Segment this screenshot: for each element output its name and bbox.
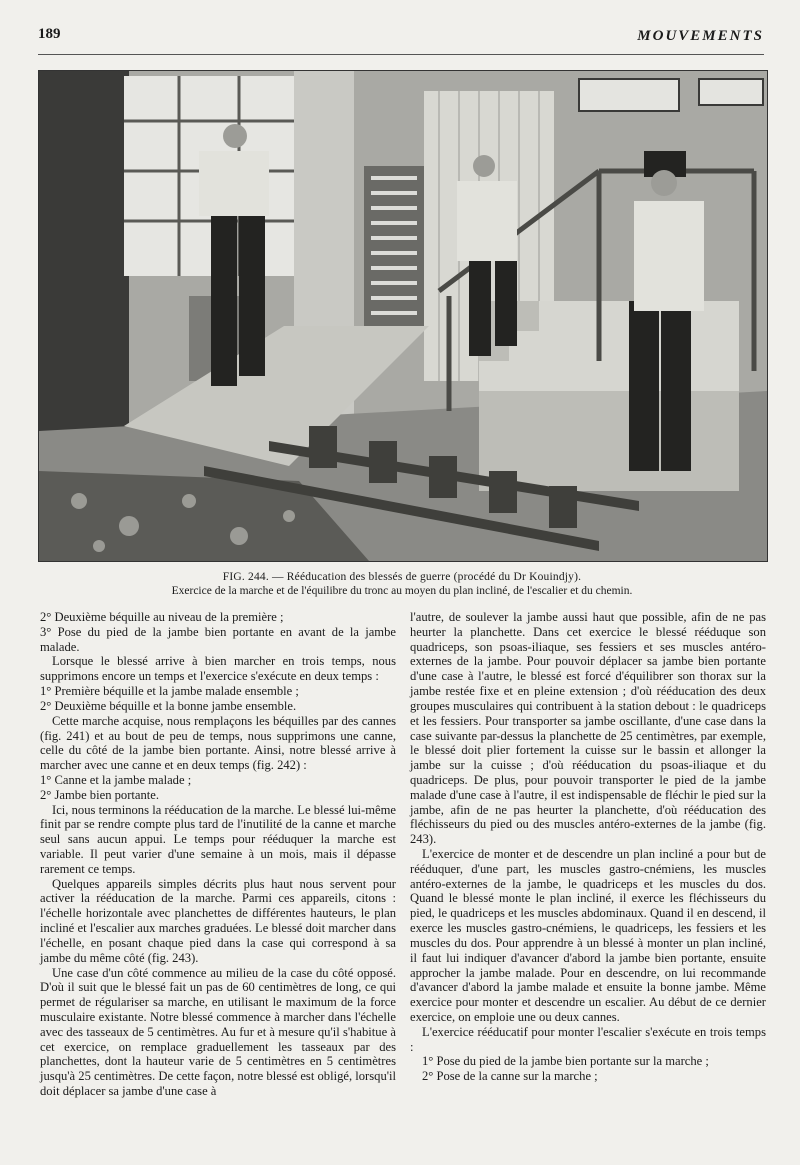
paragraph: 2° Pose de la canne sur la marche ; xyxy=(422,1069,598,1084)
running-title: MOUVEMENTS xyxy=(637,28,764,44)
paragraph: Lorsque le blessé arrive à bien marcher en trois temps, nous supprimons encore un temps et l'exercice s'exécute en deux temps : xyxy=(40,654,396,684)
header-rule xyxy=(38,54,764,55)
paragraph: 1° Première béquille et la jambe malade ensemble ; xyxy=(40,684,299,699)
caption-title: FIG. 244. — Rééducation des blessés de guerre (procédé du Dr Kouindjy). xyxy=(222,571,582,583)
figure-caption xyxy=(38,570,766,598)
paragraph: Cette marche acquise, nous remplaçons les béquilles par des cannes (fig. 241) et au bout de peu de temps, nous supprimons une canne, celle du côté de la jambe bien portante. Ainsi, notre blessé arrive à marcher avec une canne et en deux temps (fig. 242) : xyxy=(40,713,396,773)
paragraph: 1° Pose du pied de la jambe bien portante sur la marche ; xyxy=(422,1054,709,1069)
paragraph: l'autre, de soulever la jambe aussi haut que possible, afin de ne pas heurter la planchette. Dans cet exercice le blessé rééduque son quadriceps, son psoas-iliaque, ses fessiers et ses muscles antéro-externes de la jambe. Pour pouvoir déplacer sa jambe bien portante d'une case à l'autre, le blessé est forcé d'équilibrer son thorax sur la jambe restée fixe et en pleine extension ; d'où rééducation des deux groupes musculaires qui contribuent à la station debout : le quadriceps et les fessiers. Pour transporter sa jambe oscillante, d'une case dans la case suivante par-dessus la planchette de 25 centimètres, par exemple, le blessé doit plier fortement la cuisse sur le bassin et allonger la jambe sur la cuisse ; d'où rééducation du psoas-iliaque et du quadriceps. De plus, pour pouvoir transporter le pied de la jambe malade d'une case à l'autre, il est indispensable de fléchir le pied sur la jambe, afin de ne pas heurter la planchette, d'où rééducation des fléchisseurs du pied ou des muscles antéro-externes de la jambe (fig. 243). xyxy=(410,610,766,847)
paragraph: L'exercice rééducatif pour monter l'escalier s'exécute en trois temps : xyxy=(410,1024,766,1054)
caption-description: Exercice de la marche et de l'équilibre du tronc au moyen du plan incliné, de l'escalier et du chemin. xyxy=(171,585,633,597)
page-number: 189 xyxy=(38,26,61,42)
paragraph: 2° Deuxième béquille au niveau de la première ; xyxy=(40,610,284,624)
right-column xyxy=(410,610,766,1084)
paragraph: Une case d'un côté commence au milieu de la case du côté opposé. D'où il suit que le blessé fait un pas de 60 centimètres de long, ce qui permet de régulariser sa marche, en utilisant le maximum de la force musculaire existante. Notre blessé commence à marcher dans l'échelle avec des tasseaux de 5 centimètres. Au fur et à mesure qu'il s'habitue à cet exercice, on remplace graduellement les tasseaux par des planchettes, dont la hauteur varie de 5 centimètres en 5 centimètres jusqu'à 25 centimètres. De cette façon, notre blessé est obligé, lorsqu'il doit déplacer sa jambe d'une case à xyxy=(40,965,397,1098)
paragraph: 3° Pose du pied de la jambe bien portante en avant de la jambe malade. xyxy=(40,624,396,654)
figure-photograph xyxy=(38,70,768,562)
paragraph: Quelques appareils simples décrits plus haut nous servent pour activer la rééducation de la marche. Parmi ces appareils, citons : l'échelle horizontale avec planchettes de différentes hauteurs, le plan incliné et l'escalier aux marches graduées. Le blessé doit marcher dans l'échelle, en posant chaque pied dans la case qui correspond à sa jambe du même côté (fig. 243). xyxy=(40,876,396,965)
paragraph: 2° Jambe bien portante. xyxy=(40,787,160,802)
paragraph: L'exercice de monter et de descendre un plan incliné a pour but de rééduquer, d'une part, les muscles gastro-cnémiens, les muscles antéro-externes de la jambe, le quadriceps et les muscles du dos. Quand le blessé monte le plan incliné, il exerce les fléchisseurs du pied, le quadriceps et les muscles abdominaux. Quand il en descend, il exerce les muscles gastro-cnémiens, le quadriceps, les fessiers et les muscles du dos. Pour apprendre à un blessé à monter un plan incliné, il faut lui indiquer d'avancer d'abord la jambe bien portante, ensuite approcher la jambe malade. Pour en descendre, on lui recommande d'avancer d'abord la jambe malade et ensuite la bonne jambe. Même exercice pour monter et descendre un escalier. Au début de ce dernier exercice, on emploie une ou deux cannes. xyxy=(410,847,766,1024)
left-column xyxy=(40,610,396,1099)
paragraph: 2° Deuxième béquille et la bonne jambe ensemble. xyxy=(40,698,297,713)
photo-illustration xyxy=(39,71,767,561)
paragraph: 1° Canne et la jambe malade ; xyxy=(40,772,192,787)
paragraph: Ici, nous terminons la rééducation de la marche. Le blessé lui-même finit par se rendre compte plus tard de l'inutilité de la canne et marche seul sans aucun appui. Le temps pour rééduquer la marche est variable. Il peut varier d'une semaine à un mois, mais il dépasse rarement ce temps. xyxy=(40,802,396,876)
